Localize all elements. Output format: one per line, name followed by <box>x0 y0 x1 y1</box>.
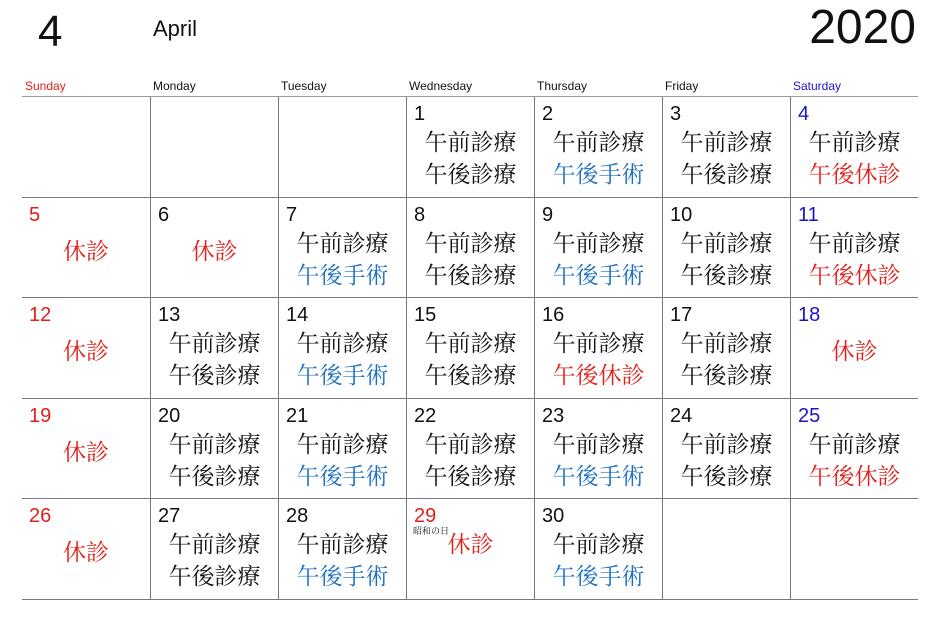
day-cell <box>150 298 278 399</box>
day-cell <box>662 97 790 198</box>
day-number: 22 <box>414 404 437 427</box>
schedule-entries <box>279 228 406 292</box>
day-number: 30 <box>542 505 565 528</box>
schedule-entries <box>663 429 790 493</box>
schedule-entry: 午前診療 <box>680 230 773 257</box>
schedule-entries <box>279 529 406 593</box>
day-number: 7 <box>286 203 298 226</box>
calendar-grid <box>22 96 918 599</box>
schedule-entries <box>535 529 662 593</box>
day-cell <box>150 399 278 500</box>
schedule-entries <box>535 429 662 493</box>
empty-day-cell <box>22 97 150 198</box>
schedule-entry: 午後手術 <box>552 463 645 490</box>
schedule-entries <box>535 228 662 292</box>
day-number: 3 <box>670 103 682 125</box>
day-number: 27 <box>158 505 181 528</box>
schedule-entry: 午前診療 <box>168 331 261 358</box>
schedule-entries <box>535 328 662 392</box>
day-cell <box>406 399 534 500</box>
weekday-saturday: Saturday <box>793 79 842 93</box>
month-name: April <box>153 16 198 41</box>
month-number: 4 <box>38 7 63 56</box>
day-cell <box>22 399 150 500</box>
day-number: 4 <box>798 103 810 125</box>
day-number: 19 <box>29 404 52 427</box>
empty-day-cell <box>150 97 278 198</box>
day-number: 1 <box>414 103 426 125</box>
schedule-entry: 午後休診 <box>808 262 901 289</box>
day-number: 23 <box>542 404 565 427</box>
schedule-entry: 午後手術 <box>296 463 389 490</box>
schedule-entries <box>151 429 278 493</box>
year: 2020 <box>809 1 916 54</box>
schedule-entries <box>791 336 918 368</box>
schedule-entry: 午後手術 <box>296 363 389 390</box>
day-cell <box>406 97 534 198</box>
day-number: 15 <box>414 304 437 327</box>
day-number: 14 <box>286 304 309 327</box>
day-number: 21 <box>286 404 309 427</box>
schedule-entry: 午前診療 <box>168 532 261 559</box>
schedule-entries <box>535 127 662 191</box>
schedule-entries <box>663 328 790 392</box>
schedule-entry: 午後手術 <box>552 564 645 591</box>
schedule-entry: 午後診療 <box>168 363 261 390</box>
day-number: 8 <box>414 203 426 226</box>
day-cell <box>790 399 918 500</box>
schedule-entry: 午前診療 <box>808 130 901 156</box>
schedule-entry: 午前診療 <box>296 532 389 559</box>
schedule-entry: 午前診療 <box>552 431 645 458</box>
day-number: 9 <box>542 203 554 226</box>
day-cell <box>662 298 790 399</box>
schedule-entries <box>791 127 918 191</box>
schedule-entries <box>791 429 918 493</box>
day-cell <box>662 198 790 299</box>
schedule-entry: 休診 <box>63 540 109 567</box>
schedule-entries <box>151 529 278 593</box>
schedule-entry: 休診 <box>447 532 494 559</box>
day-cell <box>406 198 534 299</box>
schedule-entry: 午後診療 <box>680 162 773 188</box>
schedule-entry: 午後手術 <box>296 564 389 591</box>
day-cell <box>534 97 662 198</box>
day-cell <box>406 499 534 600</box>
weekday-monday: Monday <box>153 79 196 93</box>
schedule-entry: 休診 <box>63 339 109 366</box>
schedule-entry: 午前診療 <box>808 431 901 458</box>
day-cell <box>534 198 662 299</box>
day-cell <box>790 198 918 299</box>
day-cell <box>22 298 150 399</box>
schedule-entry: 午後休診 <box>808 162 901 188</box>
day-cell <box>406 298 534 399</box>
schedule-entry: 午後診療 <box>424 363 517 390</box>
schedule-entries <box>663 228 790 292</box>
day-number: 10 <box>670 203 693 226</box>
schedule-entry: 午後診療 <box>424 162 517 188</box>
schedule-entry: 午前診療 <box>296 431 389 458</box>
day-cell <box>534 499 662 600</box>
day-number: 26 <box>29 505 52 528</box>
day-number: 29 <box>414 505 437 528</box>
schedule-entry: 午後診療 <box>680 363 773 390</box>
day-cell <box>22 499 150 600</box>
schedule-entries <box>151 328 278 392</box>
day-number: 6 <box>158 203 170 226</box>
schedule-entry: 午後診療 <box>680 463 773 490</box>
schedule-entries <box>151 236 278 268</box>
weekday-thursday: Thursday <box>537 79 588 93</box>
day-number: 25 <box>798 404 821 427</box>
schedule-entry: 午後手術 <box>552 262 645 289</box>
schedule-entry: 午前診療 <box>168 431 261 458</box>
schedule-entry: 午後手術 <box>552 162 645 188</box>
day-number: 24 <box>670 404 693 427</box>
schedule-entries <box>279 429 406 493</box>
day-cell <box>22 198 150 299</box>
schedule-entry: 休診 <box>191 238 238 265</box>
day-cell <box>790 97 918 198</box>
schedule-entry: 午後診療 <box>168 463 261 490</box>
day-number: 17 <box>670 304 693 327</box>
schedule-entry: 午後診療 <box>424 463 517 490</box>
schedule-entry: 午前診療 <box>424 130 517 156</box>
schedule-entry: 午後診療 <box>424 262 517 289</box>
schedule-entries <box>407 429 534 493</box>
holiday-name: 昭和の日 <box>413 527 450 538</box>
schedule-entry: 休診 <box>63 238 109 265</box>
day-cell <box>278 499 406 600</box>
schedule-entry: 午後手術 <box>296 262 389 289</box>
day-cell <box>662 399 790 500</box>
day-cell <box>278 298 406 399</box>
schedule-entry: 午前診療 <box>552 230 645 257</box>
day-number: 11 <box>798 203 819 226</box>
day-number: 18 <box>798 304 821 327</box>
schedule-entries <box>22 336 150 368</box>
day-number: 13 <box>158 304 181 327</box>
day-cell <box>534 298 662 399</box>
schedule-entry: 午前診療 <box>424 230 517 257</box>
day-number: 28 <box>286 505 309 528</box>
day-cell <box>150 499 278 600</box>
schedule-entry: 休診 <box>63 439 109 466</box>
schedule-entries <box>407 529 534 561</box>
schedule-entries <box>279 328 406 392</box>
schedule-entry: 午前診療 <box>552 331 645 358</box>
weekday-header-row <box>22 78 918 96</box>
schedule-entries <box>22 437 150 469</box>
day-cell <box>150 198 278 299</box>
schedule-entry: 午前診療 <box>424 331 517 358</box>
empty-day-cell <box>790 499 918 600</box>
schedule-entry: 午前診療 <box>680 331 773 358</box>
day-cell <box>790 298 918 399</box>
weekday-tuesday: Tuesday <box>281 79 327 93</box>
schedule-entry: 午前診療 <box>680 431 773 458</box>
schedule-entry: 午前診療 <box>808 230 901 257</box>
weekday-friday: Friday <box>665 79 699 93</box>
schedule-entries <box>791 228 918 292</box>
weekday-wednesday: Wednesday <box>409 79 473 93</box>
schedule-entry: 午前診療 <box>296 230 389 257</box>
schedule-entry: 午前診療 <box>552 532 645 559</box>
day-number: 20 <box>158 404 181 427</box>
weekday-sunday: Sunday <box>25 79 66 93</box>
schedule-entries <box>407 228 534 292</box>
schedule-entry: 午後診療 <box>168 564 261 591</box>
schedule-entries <box>663 127 790 191</box>
schedule-entry: 休診 <box>831 339 878 366</box>
schedule-entry: 午後休診 <box>808 463 901 490</box>
schedule-entry: 午前診療 <box>552 130 645 156</box>
schedule-entry: 午後休診 <box>552 363 645 390</box>
day-cell <box>534 399 662 500</box>
schedule-entries <box>407 127 534 191</box>
schedule-entry: 午前診療 <box>680 130 773 156</box>
day-number: 12 <box>29 304 52 327</box>
schedule-entries <box>22 236 150 268</box>
schedule-entries <box>22 537 150 569</box>
day-number: 16 <box>542 304 565 327</box>
empty-day-cell <box>662 499 790 600</box>
day-cell <box>278 198 406 299</box>
schedule-entry: 午前診療 <box>296 331 389 358</box>
schedule-entry: 午後診療 <box>680 262 773 289</box>
empty-day-cell <box>278 97 406 198</box>
schedule-entries <box>407 328 534 392</box>
schedule-entry: 午前診療 <box>424 431 517 458</box>
day-number: 2 <box>542 103 554 125</box>
day-number: 5 <box>29 203 41 226</box>
day-cell <box>278 399 406 500</box>
